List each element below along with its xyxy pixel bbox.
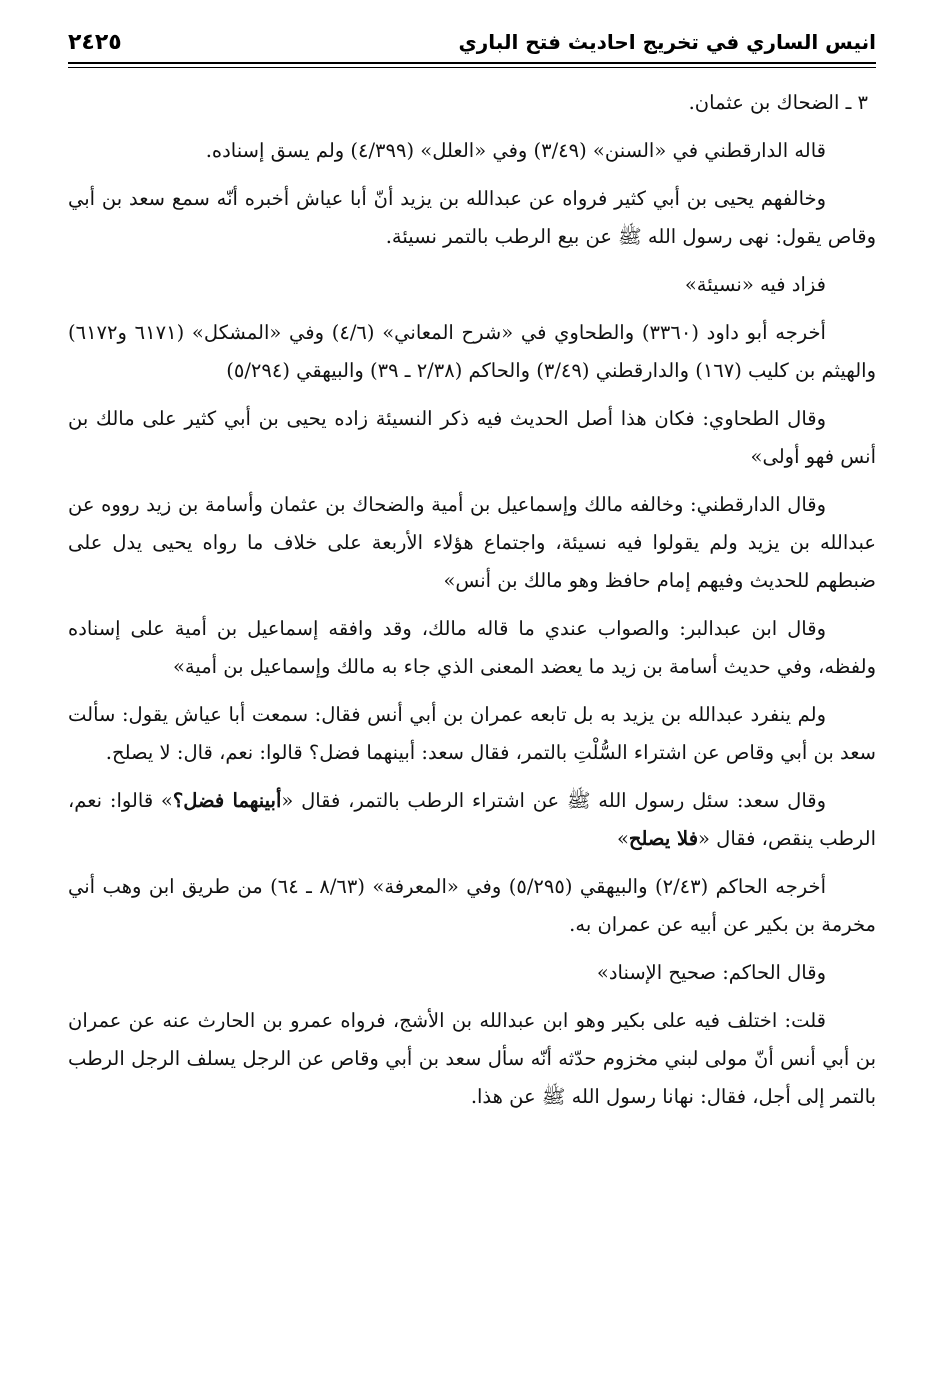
page-number: ٢٤٢٥: [68, 29, 122, 55]
paragraph-tahawi-quote: وقال الطحاوي: فكان هذا أصل الحديث فيه ذكر النسيئة زاده يحيى بن أبي كثير على مالك بن أنس فهو أولى»: [68, 407, 876, 468]
hadith-text-1: وقال سعد: سئل رسول الله ﷺ عن اشتراء الرطب بالتمر، فقال «: [281, 789, 826, 812]
paragraph-ibn-abdilbarr-quote: وقال ابن عبدالبر: والصواب عندي ما قاله مالك، وقد وافقه إسماعيل بن أمية على إسناده ولفظه، وفي حديث أسامة بن زيد ما يعضد المعنى الذي جاء به مالك وإسماعيل بن أمية»: [68, 617, 876, 678]
paragraph-addition-note: فزاد فيه «نسيئة»: [684, 273, 826, 296]
hadith-bold-question: أبينهما فضل؟: [172, 789, 282, 812]
paragraph-takhrij-hakim: أخرجه الحاكم (٢/٤٣) والبيهقي (٥/٢٩٥) وفي «المعرفة» (٨/٦٣ ـ ٦٤) من طريق ابن وهب أني مخرمة بن بكير عن أبيه عن عمران به.: [68, 875, 876, 936]
header-rule-thick: [68, 62, 876, 64]
running-header: [68, 22, 876, 62]
paragraph-yahya-narration: وخالفهم يحيى بن أبي كثير فرواه عن عبدالله بن يزيد أنّ أبا عياش أخبره أنّه سمع سعد بن أبي وقاص يقول: نهى رسول الله ﷺ عن بيع الرطب بالتمر نسيئة.: [68, 187, 876, 248]
paragraph-takhrij-abu-dawud: أخرجه أبو داود (٣٣٦٠) والطحاوي في «شرح المعاني» (٤/٦) وفي «المشكل» (٦١٧١ و٦١٧٢) والهيثم بن كليب (١٦٧) والدارقطني (٣/٤٩) والحاكم (٢/٣٨ ـ ٣٩) والبيهقي (٥/٢٩٤): [68, 321, 876, 382]
hadith-text-3: »: [616, 827, 629, 850]
paragraph-author-comment: قلت: اختلف فيه على بكير وهو ابن عبدالله بن الأشج، فرواه عمرو بن الحارث عنه عن عمران بن أبي أنس أنّ مولى لبني مخزوم حدّثه أنّه سأل سعد بن أبي وقاص عن الرجل يسلف الرجل الرطب بالتمر إلى أجل، فقال: نهانا رسول الله ﷺ عن هذا.: [68, 1009, 876, 1108]
page-body: [68, 84, 876, 1126]
paragraph-imran-narration: ولم ينفرد عبدالله بن يزيد به بل تابعه عمران بن أبي أنس فقال: سمعت أبا عياش يقول: سألت سعد بن أبي وقاص عن اشتراء السُّلْتِ بالتمر، فقال سعد: أبينهما فضل؟ قالوا: نعم، قال: لا يصلح.: [68, 703, 876, 764]
running-title: انيس الساري في تخريج احاديث فتح الباري: [458, 30, 876, 54]
narrator-item: ٣ ـ الضحاك بن عثمان.: [688, 91, 868, 114]
header-rule-thin: [68, 67, 876, 68]
paragraph-prophet-hadith: [68, 782, 876, 858]
paragraph-daraqutni-quote: وقال الدارقطني: وخالفه مالك وإسماعيل بن أمية والضحاك بن عثمان وأسامة بن زيد رووه عن عبدالله بن يزيد ولم يقولوا فيه نسيئة، واجتماع هؤلاء الأربعة على خلاف ما رواه يحيى يدل على ضبطهم للحديث وفيهم إمام حافظ وهو مالك بن أنس»: [68, 493, 876, 592]
hadith-text-2: » قالوا: نعم، الرطب ينقص، فقال «: [68, 789, 876, 850]
paragraph-daraqutni-source: قاله الدارقطني في «السنن» (٣/٤٩) وفي «العلل» (٤/٣٩٩) ولم يسق إسناده.: [205, 139, 826, 162]
paragraph-hakim-grading: وقال الحاكم: صحيح الإسناد»: [596, 961, 826, 984]
hadith-bold-answer: فلا يصلح: [628, 827, 699, 850]
